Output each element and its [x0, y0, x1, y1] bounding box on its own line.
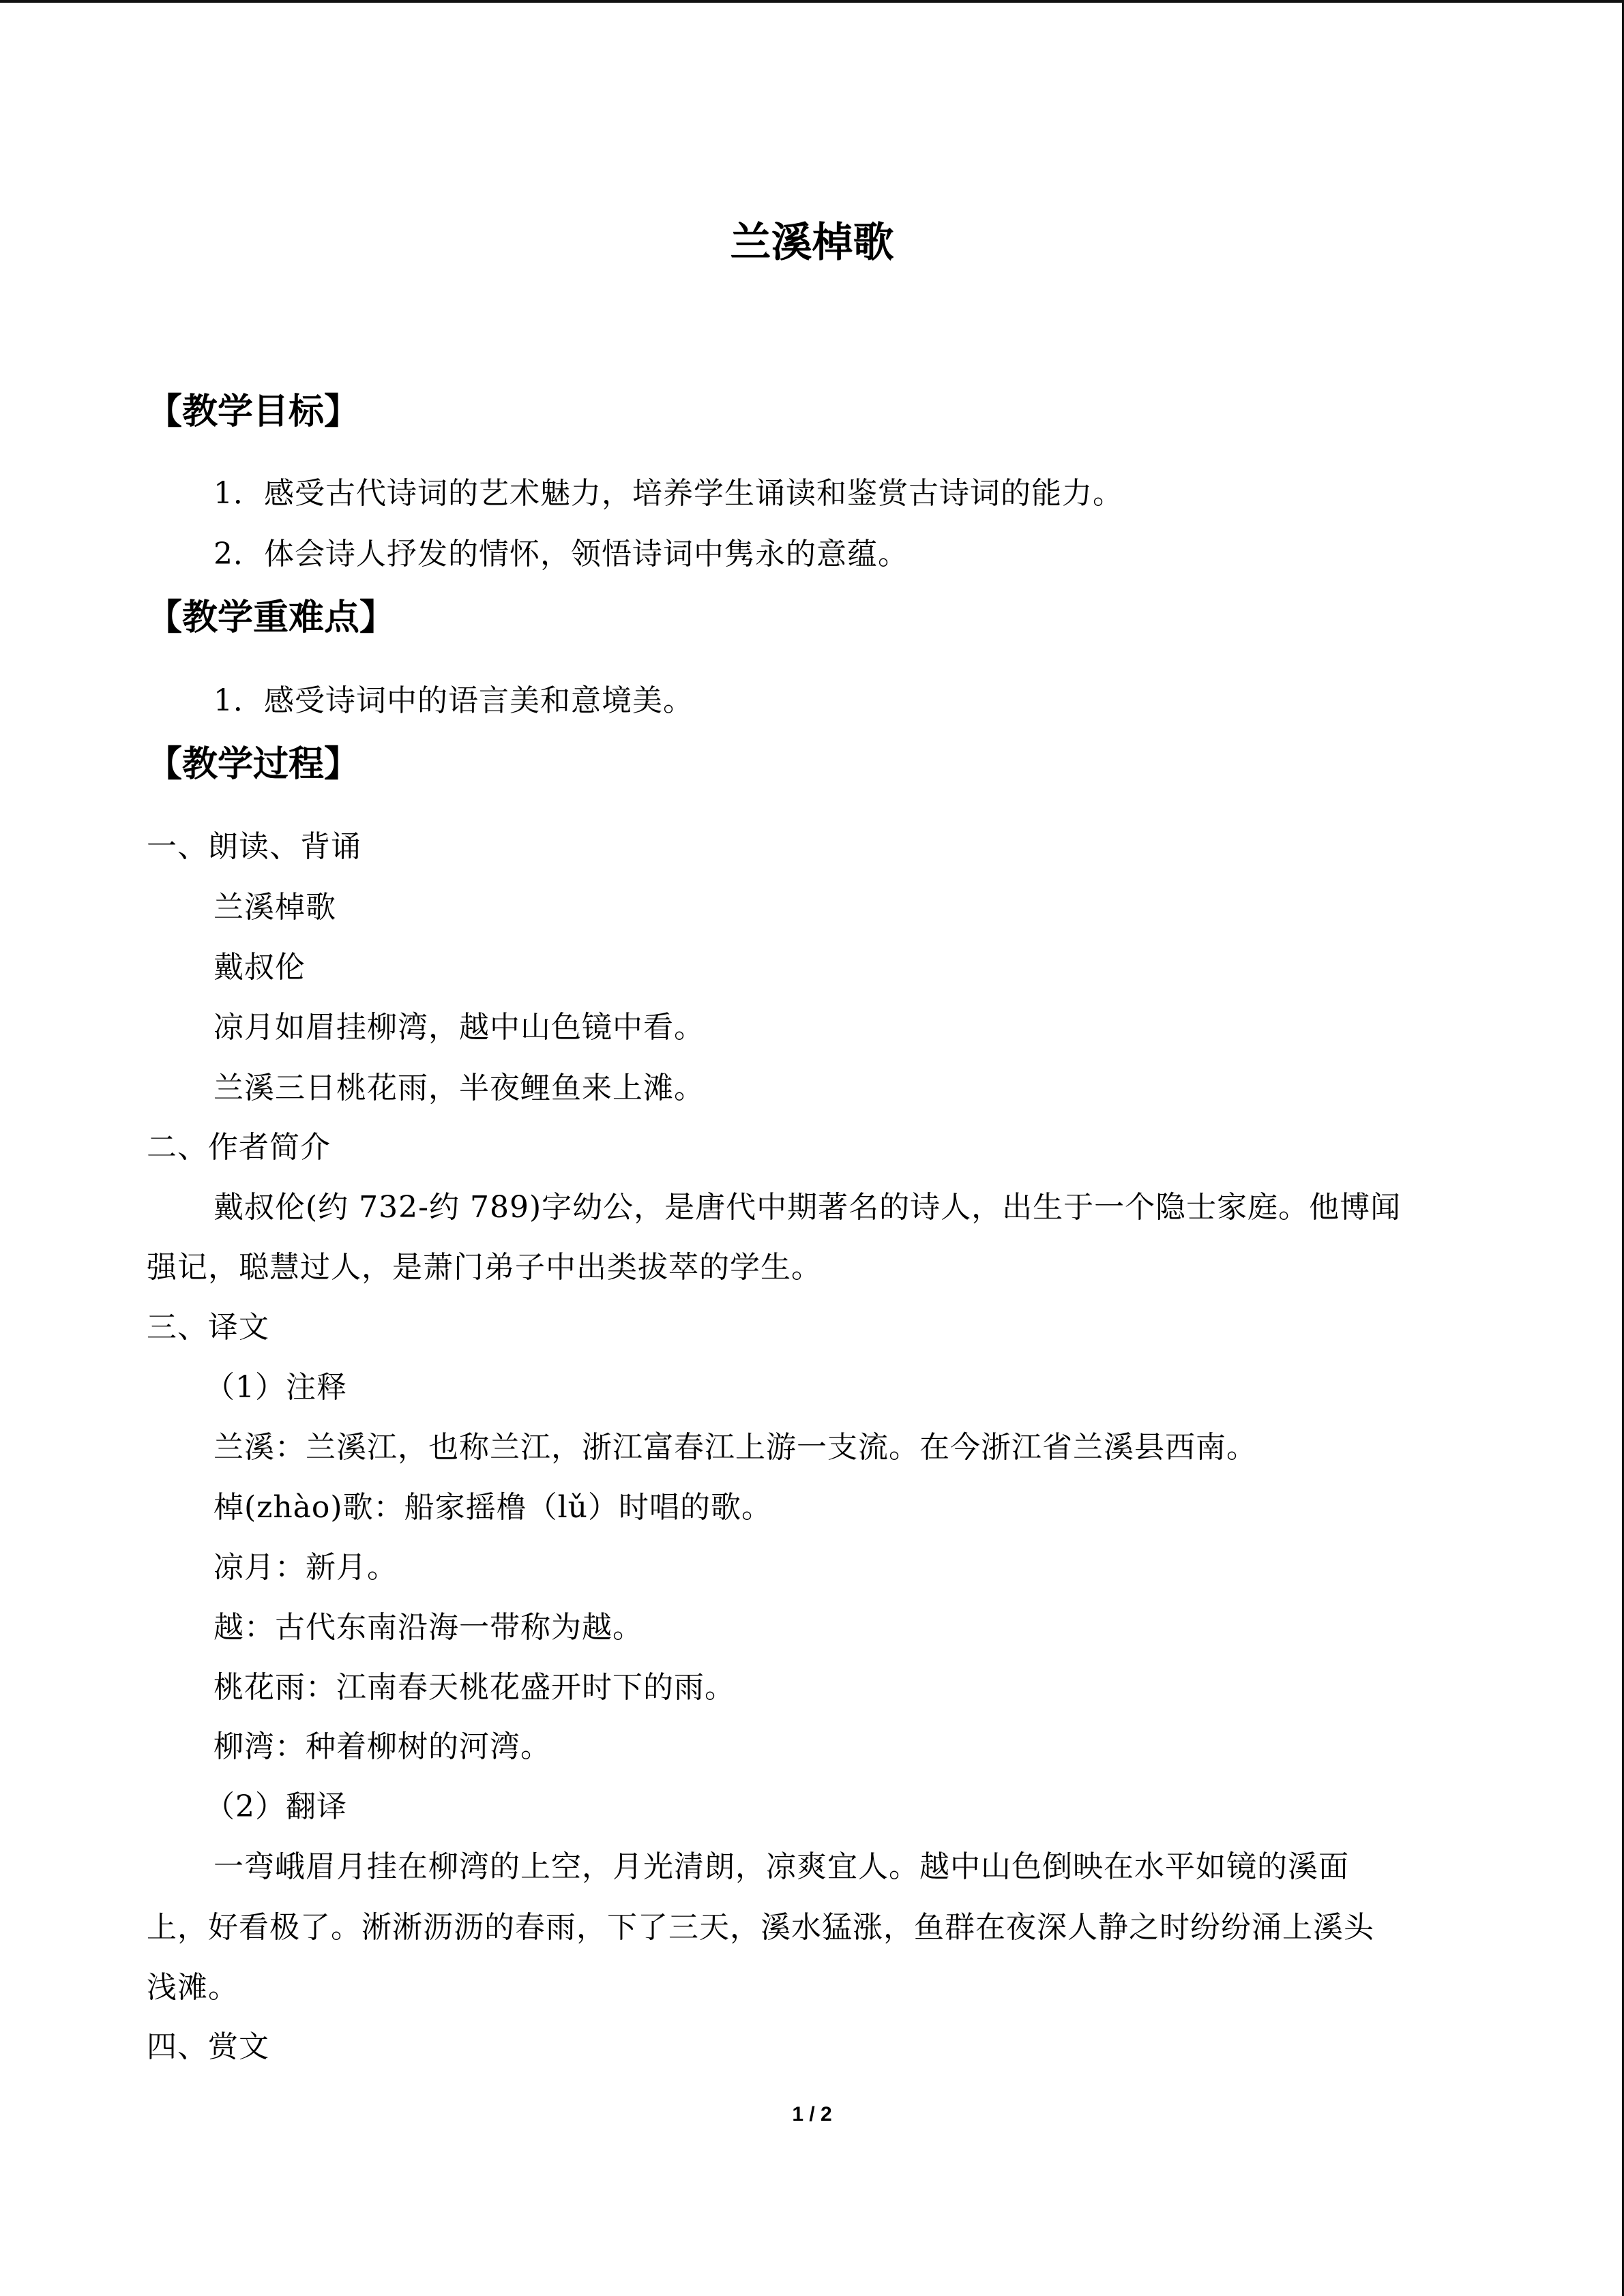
page-indicator: 1 / 2 — [792, 2103, 832, 2126]
note-item: 柳湾：种着柳树的河湾。 — [213, 1729, 551, 1764]
notes-heading: （1）注释 — [205, 1370, 347, 1405]
translation-line: 浅滩。 — [147, 1970, 239, 2005]
objective-item: 1．感受古代诗词的艺术魅力，培养学生诵读和鉴赏古诗词的能力。 — [213, 476, 1123, 511]
section-heading-objectives: 【教学目标】 — [147, 391, 360, 432]
author-bio-line: 戴叔伦(约 732-约 789)字幼公，是唐代中期著名的诗人，出生于一个隐士家庭。他博闻 — [213, 1190, 1402, 1225]
subsection-heading-reading: 一、朗读、背诵 — [147, 829, 361, 864]
subsection-heading-author: 二、作者简介 — [147, 1130, 331, 1165]
objective-item: 2．体会诗人抒发的情怀，领悟诗词中隽永的意蕴。 — [213, 537, 909, 571]
note-item: 棹(zhào)歌：船家摇橹（lǔ）时唱的歌。 — [213, 1490, 772, 1525]
note-item: 兰溪：兰溪江，也称兰江，浙江富春江上游一支流。在今浙江省兰溪县西南。 — [213, 1430, 1257, 1465]
section-heading-key-points: 【教学重难点】 — [147, 597, 396, 638]
translation-line: 一弯峨眉月挂在柳湾的上空，月光清朗，凉爽宜人。越中山色倒映在水平如镜的溪面 — [213, 1849, 1349, 1884]
note-item: 凉月：新月。 — [213, 1550, 398, 1585]
translation-line: 上，好看极了。淅淅沥沥的春雨，下了三天，溪水猛涨，鱼群在夜深人静之时纷纷涌上溪头 — [147, 1910, 1374, 1945]
poem-title: 兰溪棹歌 — [213, 890, 336, 925]
poem-line: 兰溪三日桃花雨，半夜鲤鱼来上滩。 — [213, 1071, 705, 1105]
note-item: 越：古代东南沿海一带称为越。 — [213, 1610, 643, 1645]
subsection-heading-appreciation: 四、赏文 — [147, 2029, 269, 2064]
subsection-heading-translation: 三、译文 — [147, 1310, 269, 1345]
document-title: 兰溪棹歌 — [730, 219, 894, 267]
poem-line: 凉月如眉挂柳湾，越中山色镜中看。 — [213, 1010, 705, 1045]
translation-heading: （2）翻译 — [205, 1789, 347, 1824]
poem-author: 戴叔伦 — [213, 950, 306, 985]
key-point-item: 1．感受诗词中的语言美和意境美。 — [213, 683, 694, 718]
section-heading-process: 【教学过程】 — [147, 744, 360, 785]
note-item: 桃花雨：江南春天桃花盛开时下的雨。 — [213, 1670, 735, 1705]
author-bio-line: 强记，聪慧过人，是萧门弟子中出类拔萃的学生。 — [147, 1250, 822, 1285]
